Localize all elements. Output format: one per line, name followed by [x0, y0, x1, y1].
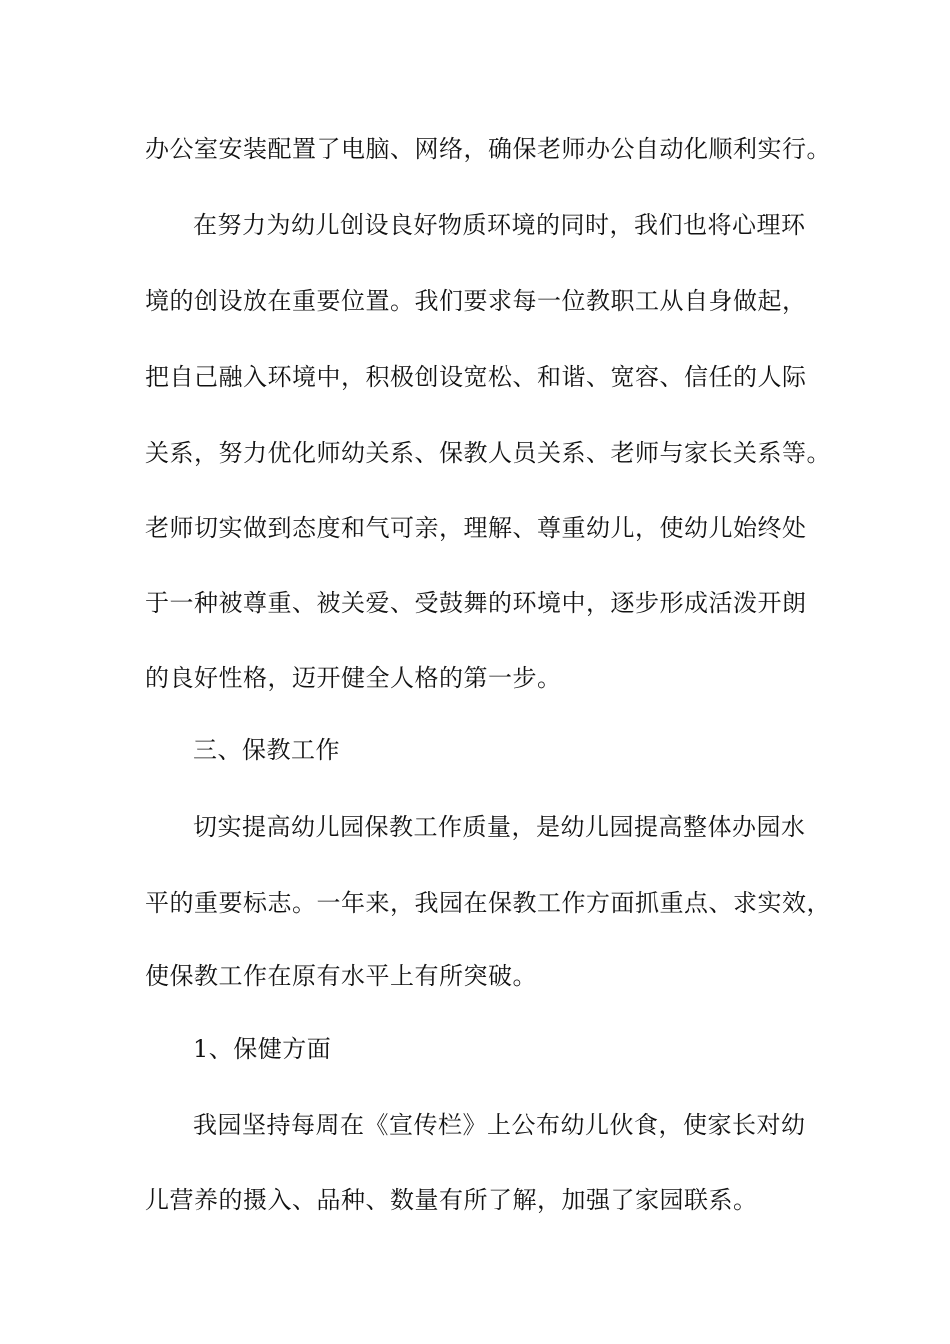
- section-heading: 三、保教工作: [193, 736, 340, 764]
- text-line-12: 使保教工作在原有水平上有所突破。: [145, 962, 537, 990]
- paragraph-start-line: 我园坚持每周在《宣传栏》上公布幼儿伙食，使家长对幼: [193, 1111, 806, 1139]
- text-line-7: 于一种被尊重、被关爱、受鼓舞的环境中，逐步形成活泼开朗: [145, 589, 807, 617]
- text-line-15: 儿营养的摄入、品种、数量有所了解，加强了家园联系。: [145, 1186, 758, 1214]
- text-line-11: 平的重要标志。一年来，我园在保教工作方面抓重点、求实效，: [145, 889, 831, 917]
- subsection-heading: 1、保健方面: [193, 1035, 332, 1063]
- text-line-4: 把自己融入环境中，积极创设宽松、和谐、宽容、信任的人际: [145, 363, 807, 391]
- text-line-3: 境的创设放在重要位置。我们要求每一位教职工从自身做起，: [145, 287, 807, 315]
- text-line-5: 关系，努力优化师幼关系、保教人员关系、老师与家长关系等。: [145, 439, 831, 467]
- paragraph-start-line: 在努力为幼儿创设良好物质环境的同时，我们也将心理环: [193, 211, 806, 239]
- text-line-1: 办公室安装配置了电脑、网络，确保老师办公自动化顺利实行。: [145, 135, 831, 163]
- paragraph-start-line: 切实提高幼儿园保教工作质量，是幼儿园提高整体办园水: [193, 813, 806, 841]
- text-line-8: 的良好性格，迈开健全人格的第一步。: [145, 664, 562, 692]
- text-line-6: 老师切实做到态度和气可亲，理解、尊重幼儿，使幼儿始终处: [145, 514, 807, 542]
